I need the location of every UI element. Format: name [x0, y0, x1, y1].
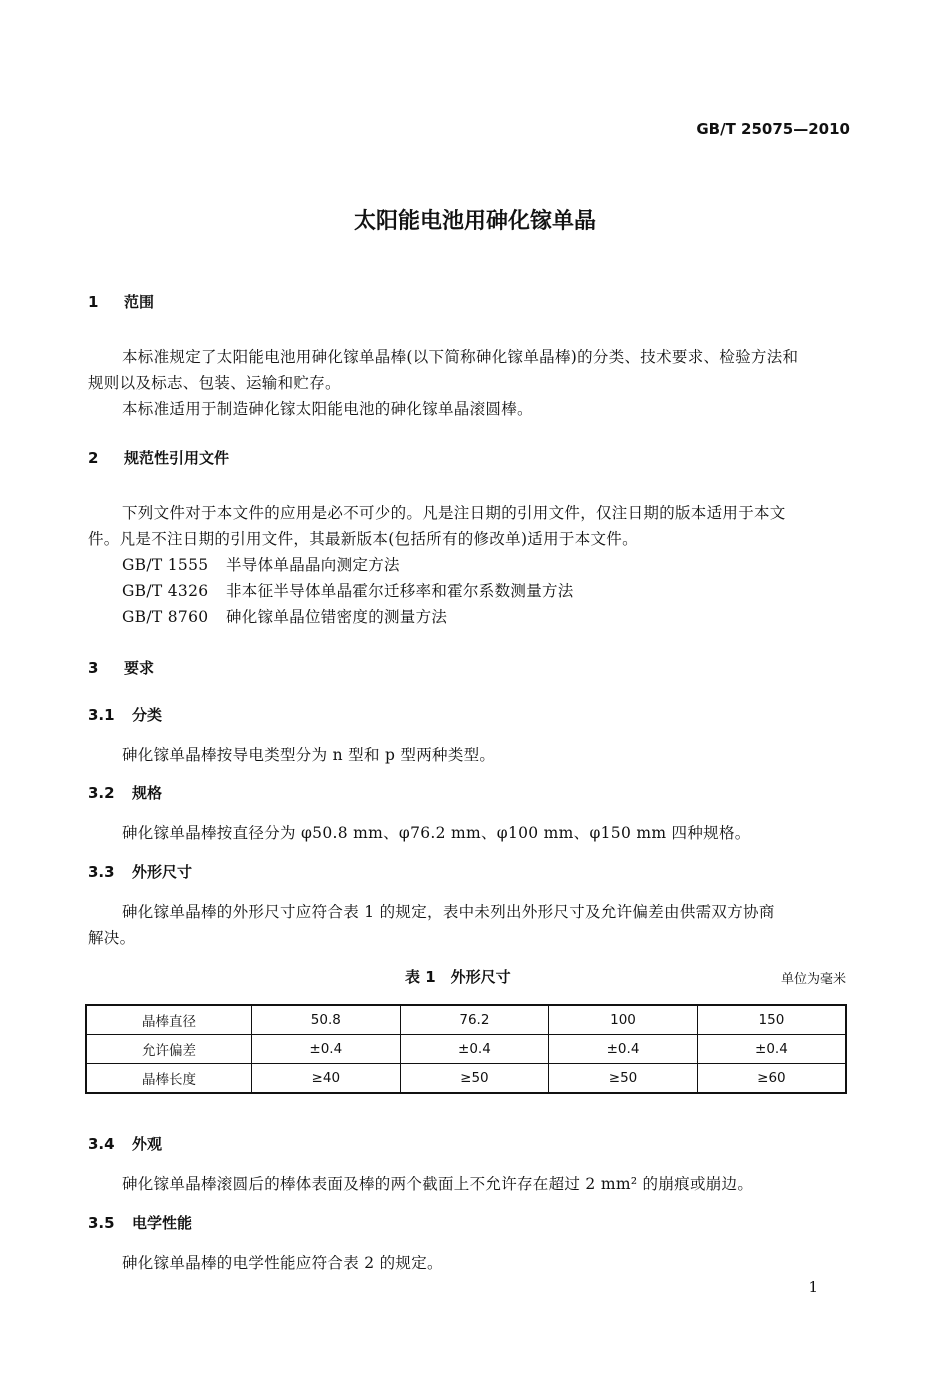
table-cell: ≥60 [697, 1064, 846, 1094]
subsection-number: 3.3 [88, 863, 115, 881]
subsection-3-2-text: 砷化镓单晶棒按直径分为 φ50.8 mm、φ76.2 mm、φ100 mm、φ150 mm 四种规格。 [122, 824, 751, 842]
dimensions-table [85, 1004, 847, 1094]
section-title: 要求 [124, 659, 155, 677]
standard-code: GB/T 25075—2010 [696, 120, 850, 138]
subsection-3-5-text: 砷化镓单晶棒的电学性能应符合表 2 的规定。 [122, 1254, 443, 1272]
table-cell: ≥40 [252, 1064, 401, 1094]
s1-paragraph-2: 本标准适用于制造砷化镓太阳能电池的砷化镓单晶滚圆棒。 [122, 400, 533, 418]
document-title: 太阳能电池用砷化镓单晶 [353, 209, 596, 234]
subsection-title: 外观 [132, 1135, 163, 1153]
s1-paragraph-1-line-1: 本标准规定了太阳能电池用砷化镓单晶棒(以下简称砷化镓单晶棒)的分类、技术要求、检验方法和 [122, 348, 799, 366]
table-row [86, 1035, 846, 1064]
subsection-number: 3.1 [88, 706, 115, 724]
subsection-title: 电学性能 [132, 1214, 193, 1232]
table-cell: ±0.4 [549, 1035, 698, 1064]
table-cell: ±0.4 [697, 1035, 846, 1064]
section-3-heading [88, 657, 154, 678]
table-cell: 150 [697, 1005, 846, 1035]
table-row [86, 1064, 846, 1094]
table-cell: 50.8 [252, 1005, 401, 1035]
subsection-3-2-heading [88, 782, 162, 803]
subsection-title: 规格 [132, 784, 163, 802]
s2-paragraph-line-1: 下列文件对于本文件的应用是必不可少的。凡是注日期的引用文件，仅注日期的版本适用于本文 [122, 504, 786, 522]
reference-title: 半导体单晶晶向测定方法 [226, 556, 400, 574]
reference-item [122, 579, 574, 601]
reference-item [122, 605, 447, 627]
subsection-3-4-heading [88, 1133, 162, 1154]
subsection-3-1-text: 砷化镓单晶棒按导电类型分为 n 型和 p 型两种类型。 [122, 746, 496, 764]
subsection-title: 分类 [132, 706, 163, 724]
subsection-3-5-heading [88, 1212, 192, 1233]
table-1-unit: 单位为毫米 [780, 972, 846, 987]
subsection-number: 3.5 [88, 1214, 115, 1232]
s2-paragraph-line-2: 件。凡是不注日期的引用文件，其最新版本(包括所有的修改单)适用于本文件。 [88, 530, 638, 548]
subsection-3-3-heading [88, 861, 192, 882]
section-1-heading [88, 291, 154, 312]
section-title: 范围 [124, 293, 155, 311]
table-cell: ±0.4 [400, 1035, 549, 1064]
subsection-3-4-text: 砷化镓单晶棒滚圆后的棒体表面及棒的两个截面上不允许存在超过 2 mm² 的崩痕或崩边。 [122, 1175, 754, 1193]
subsection-number: 3.2 [88, 784, 115, 802]
reference-code: GB/T 4326 [122, 582, 209, 600]
reference-title: 非本征半导体单晶霍尔迁移率和霍尔系数测量方法 [226, 582, 574, 600]
table-row [86, 1005, 846, 1035]
table-1-caption: 表 1 外形尺寸 [405, 968, 511, 986]
table-row-header: 晶棒直径 [86, 1005, 252, 1035]
table-row-header: 晶棒长度 [86, 1064, 252, 1094]
table-cell: ≥50 [400, 1064, 549, 1094]
subsection-3-3-text-line-2: 解决。 [88, 929, 136, 947]
reference-code: GB/T 8760 [122, 608, 209, 626]
table-row-header: 允许偏差 [86, 1035, 252, 1064]
table-cell: 76.2 [400, 1005, 549, 1035]
table-cell: 100 [549, 1005, 698, 1035]
reference-code: GB/T 1555 [122, 556, 209, 574]
reference-item [122, 553, 400, 575]
section-title: 规范性引用文件 [124, 449, 230, 467]
subsection-3-1-heading [88, 704, 162, 725]
page-number: 1 [808, 1278, 818, 1296]
section-number: 2 [88, 449, 99, 467]
section-2-heading [88, 447, 229, 468]
s1-paragraph-1-line-2: 规则以及标志、包装、运输和贮存。 [88, 374, 341, 392]
subsection-3-3-text-line-1: 砷化镓单晶棒的外形尺寸应符合表 1 的规定，表中未列出外形尺寸及允许偏差由供需双方协商 [122, 903, 775, 921]
section-number: 1 [88, 293, 99, 311]
subsection-number: 3.4 [88, 1135, 115, 1153]
subsection-title: 外形尺寸 [132, 863, 193, 881]
table-cell: ≥50 [549, 1064, 698, 1094]
table-cell: ±0.4 [252, 1035, 401, 1064]
section-number: 3 [88, 659, 99, 677]
reference-title: 砷化镓单晶位错密度的测量方法 [226, 608, 448, 626]
